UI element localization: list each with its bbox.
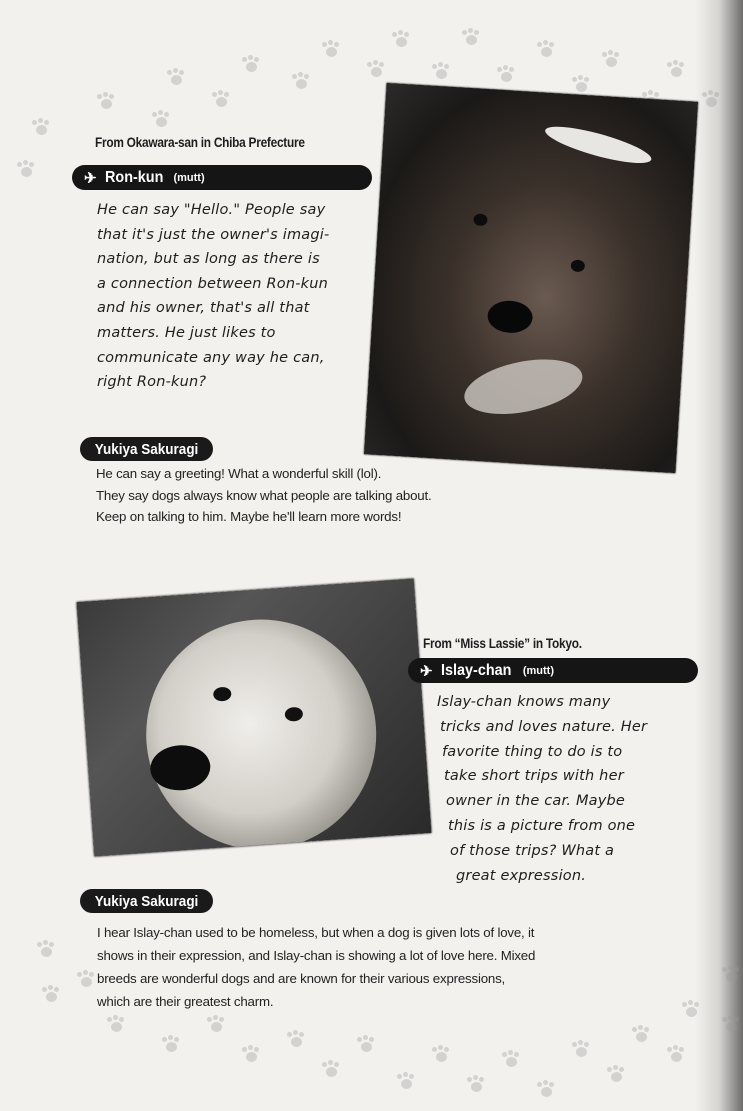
photo-islay-chan bbox=[77, 579, 432, 857]
letter-line: right Ron-kun? bbox=[97, 374, 207, 391]
paw-print-icon bbox=[665, 60, 687, 78]
paw-print-icon bbox=[665, 1045, 687, 1063]
responder-name: Yukiya Sakuragi bbox=[94, 440, 199, 458]
entry1-responder-badge bbox=[80, 437, 213, 461]
letter-line: communicate any way he can, bbox=[97, 349, 325, 366]
entry2-breed: (mutt) bbox=[522, 664, 554, 677]
response-line: Keep on talking to him. Maybe he'll learn more words! bbox=[96, 509, 402, 524]
paw-print-icon bbox=[320, 1060, 342, 1078]
paw-print-icon bbox=[210, 90, 232, 108]
paw-print-icon bbox=[495, 65, 517, 83]
paw-print-icon bbox=[535, 40, 557, 58]
paw-print-icon bbox=[465, 1075, 487, 1093]
paw-print-icon bbox=[570, 75, 592, 93]
letter-line: that it's just the owner's imagi- bbox=[97, 226, 330, 243]
paw-print-icon bbox=[460, 28, 482, 46]
response-line: which are their greatest charm. bbox=[97, 994, 274, 1009]
paw-print-icon bbox=[500, 1050, 522, 1068]
letter-line: of those trips? What a bbox=[450, 842, 615, 859]
letter-line: take short trips with her bbox=[444, 768, 624, 785]
paw-print-icon bbox=[700, 90, 722, 108]
paw-print-icon bbox=[290, 72, 312, 90]
paw-print-icon bbox=[600, 50, 622, 68]
paw-print-icon bbox=[165, 68, 187, 86]
paw-print-icon bbox=[150, 110, 172, 128]
paw-print-icon bbox=[355, 1035, 377, 1053]
entry2-responder-badge bbox=[80, 889, 213, 913]
paw-print-icon bbox=[160, 1035, 182, 1053]
paw-print-icon bbox=[40, 985, 62, 1003]
paw-print-icon bbox=[285, 1030, 307, 1048]
paw-print-icon bbox=[75, 970, 97, 988]
paw-print-icon bbox=[720, 965, 742, 983]
paw-print-icon bbox=[15, 160, 37, 178]
response-line: shows in their expression, and Islay-chan is showing a lot of love here. Mixed bbox=[97, 948, 536, 963]
paw-print-icon bbox=[105, 1015, 127, 1033]
letter-line: great expression. bbox=[456, 867, 587, 884]
paw-print-icon bbox=[395, 1072, 417, 1090]
paw-print-icon bbox=[240, 1045, 262, 1063]
responder-name: Yukiya Sakuragi bbox=[94, 892, 199, 910]
entry2-from: From “Miss Lassie” in Tokyo. bbox=[423, 636, 582, 651]
response-line: They say dogs always know what people are talking about. bbox=[96, 487, 432, 503]
entry2-dog-name-banner bbox=[408, 658, 698, 683]
letter-line: nation, but as long as there is bbox=[97, 251, 320, 268]
paw-print-icon bbox=[95, 92, 117, 110]
page-binding-shadow bbox=[695, 0, 743, 1111]
entry1-dog-name: Ron-kun bbox=[104, 168, 163, 186]
paw-print-icon bbox=[35, 940, 57, 958]
photo-ron-kun bbox=[364, 83, 698, 473]
paw-print-icon bbox=[390, 30, 412, 48]
running-dog-icon: ✈ bbox=[420, 662, 433, 680]
paw-print-icon bbox=[320, 40, 342, 58]
response-line: He can say a greeting! What a wonderful skill (lol). bbox=[96, 466, 382, 481]
response-line: breeds are wonderful dogs and are known for their various expressions, bbox=[97, 971, 506, 986]
letter-line: owner in the car. Maybe bbox=[446, 793, 626, 810]
paw-print-icon bbox=[720, 1015, 742, 1033]
letter-line: favorite thing to do is to bbox=[442, 743, 623, 760]
letter-line: Islay-chan knows many bbox=[437, 694, 611, 710]
paw-print-icon bbox=[430, 1045, 452, 1063]
entry1-from: From Okawara-san in Chiba Prefecture bbox=[95, 135, 305, 150]
paw-print-icon bbox=[605, 1065, 627, 1083]
letter-line: this is a picture from one bbox=[448, 818, 636, 834]
paw-print-icon bbox=[240, 55, 262, 73]
letter-line: a connection between Ron-kun bbox=[97, 275, 329, 292]
paw-print-icon bbox=[205, 1015, 227, 1033]
paw-print-icon bbox=[680, 1000, 702, 1018]
letter-line: tricks and loves nature. Her bbox=[440, 718, 648, 735]
paw-print-icon bbox=[30, 118, 52, 136]
response-line: I hear Islay-chan used to be homeless, but when a dog is given lots of love, it bbox=[97, 925, 535, 940]
paw-print-icon bbox=[365, 60, 387, 78]
paw-print-icon bbox=[535, 1080, 557, 1098]
letter-line: matters. He just likes to bbox=[97, 325, 276, 341]
paw-print-icon bbox=[430, 62, 452, 80]
entry2-dog-name: Islay-chan bbox=[440, 661, 512, 679]
entry1-breed: (mutt) bbox=[173, 171, 205, 184]
letter-line: and his owner, that's all that bbox=[97, 300, 310, 317]
paw-print-icon bbox=[570, 1040, 592, 1058]
paw-print-icon bbox=[630, 1025, 652, 1043]
entry1-dog-name-banner bbox=[72, 165, 372, 190]
letter-line: He can say "Hello." People say bbox=[97, 202, 326, 218]
running-dog-icon: ✈ bbox=[84, 169, 97, 187]
